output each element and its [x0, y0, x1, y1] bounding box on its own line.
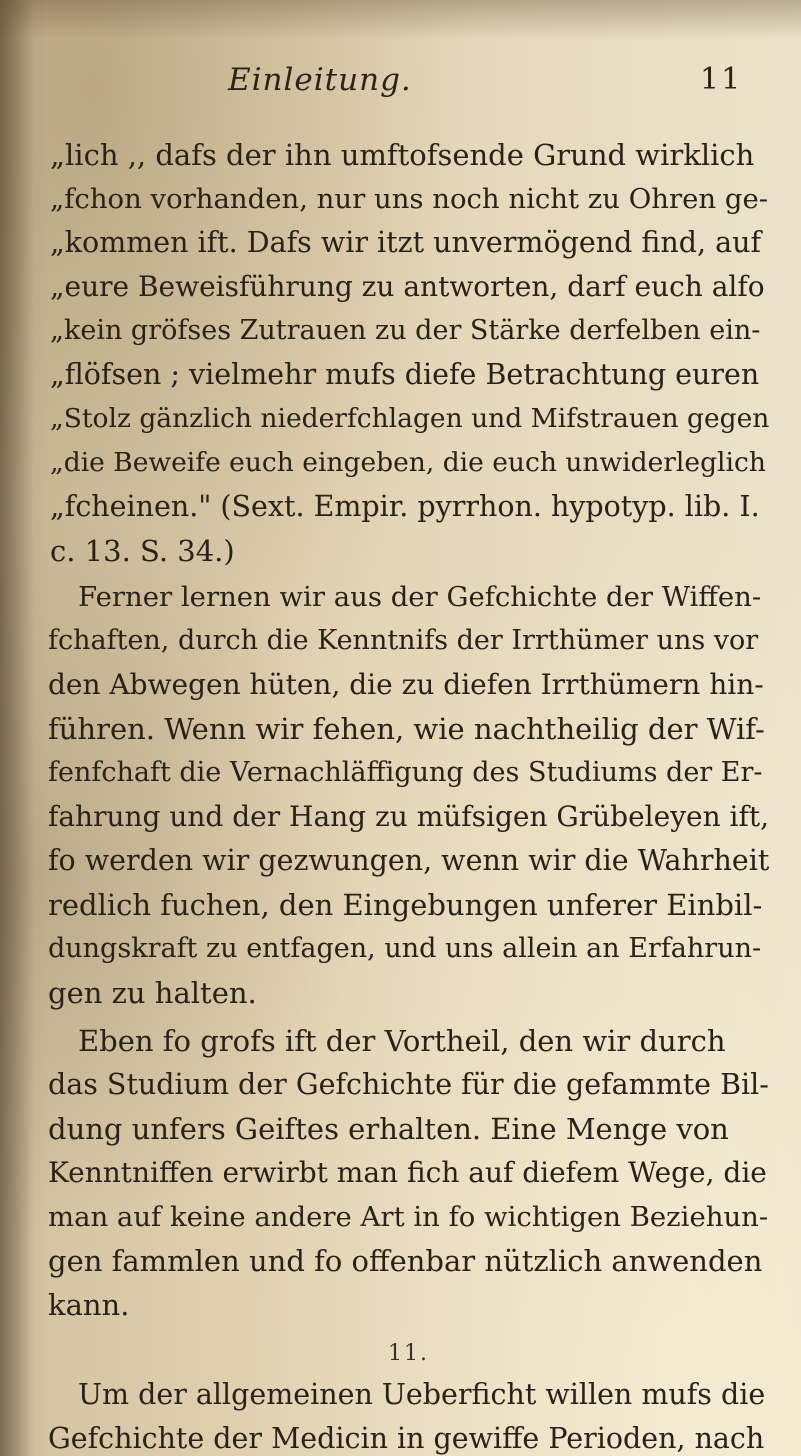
- text-line: „kommen ift. Dafs wir itzt unvermögend find, auf: [50, 226, 761, 259]
- page-top-shadow: [0, 0, 801, 40]
- text-line: dungskraft zu entfagen, und uns allein an Erfahrun-: [48, 933, 762, 964]
- text-line: „Stolz gänzlich niederfchlagen und Mifstrauen gegen: [50, 403, 770, 434]
- text-line: führen. Wenn wir fehen, wie nachtheilig der Wif-: [48, 712, 765, 746]
- text-line: „eure Beweisführung zu antworten, darf euch alfo: [50, 270, 765, 303]
- text-line: „kein gröfses Zutrauen zu der Stärke derfelben ein-: [50, 315, 761, 346]
- text-line: Gefchichte der Medicin in gewiffe Perioden, nach: [48, 1422, 765, 1455]
- text-line: redlich fuchen, den Eingebungen unferer Einbil-: [48, 888, 763, 922]
- text-line: Ferner lernen wir aus der Gefchichte der Wiffen-: [78, 581, 762, 613]
- text-line: das Studium der Gefchichte für die gefammte Bil-: [48, 1068, 769, 1101]
- text-line: fenfchaft die Vernachläffigung des Studiums der Er-: [48, 757, 763, 788]
- text-line: man auf keine andere Art in fo wichtigen Beziehun-: [48, 1201, 769, 1233]
- text-line: den Abwegen hüten, die zu diefen Irrthümern hin-: [48, 668, 764, 701]
- text-line: Eben fo grofs ift der Vortheil, den wir durch: [78, 1024, 726, 1058]
- text-line: gen fammlen und fo offenbar nützlich anwenden: [48, 1244, 763, 1278]
- text-line: „fchon vorhanden, nur uns noch nicht zu Ohren ge-: [50, 183, 769, 215]
- page-header: [0, 62, 801, 102]
- text-line: „fcheinen." (Sext. Empir. pyrrhon. hypotyp. lib. I.: [50, 490, 760, 523]
- text-line: dung unfers Geiftes erhalten. Eine Menge von: [48, 1112, 729, 1146]
- text-line: fchaften, durch die Kenntnifs der Irrthümer uns vor: [48, 625, 759, 656]
- text-line: c. 13. S. 34.): [50, 534, 235, 568]
- text-line: „flöfsen ; vielmehr mufs diefe Betrachtung euren: [50, 358, 760, 391]
- text-line: „die Beweife euch eingeben, die euch unwiderleglich: [50, 447, 766, 478]
- text-line: Um der allgemeinen Ueberficht willen mufs die: [78, 1378, 766, 1411]
- text-line: Kenntniffen erwirbt man fich auf diefem Wege, die: [48, 1156, 767, 1189]
- text-line: „lich ,, dafs der ihn umftofsende Grund wirklich: [50, 138, 755, 172]
- running-head: Einleitung.: [228, 62, 412, 98]
- page-fold-shadow: [0, 0, 34, 1456]
- text-line: fo werden wir gezwungen, wenn wir die Wahrheit: [48, 844, 770, 877]
- page-number: 11: [700, 62, 743, 97]
- text-line: fahrung und der Hang zu müfsigen Grübeleyen ift,: [48, 800, 769, 833]
- text-line: gen zu halten.: [48, 976, 257, 1010]
- text-line: kann.: [48, 1288, 130, 1322]
- section-number: 11.: [388, 1341, 429, 1366]
